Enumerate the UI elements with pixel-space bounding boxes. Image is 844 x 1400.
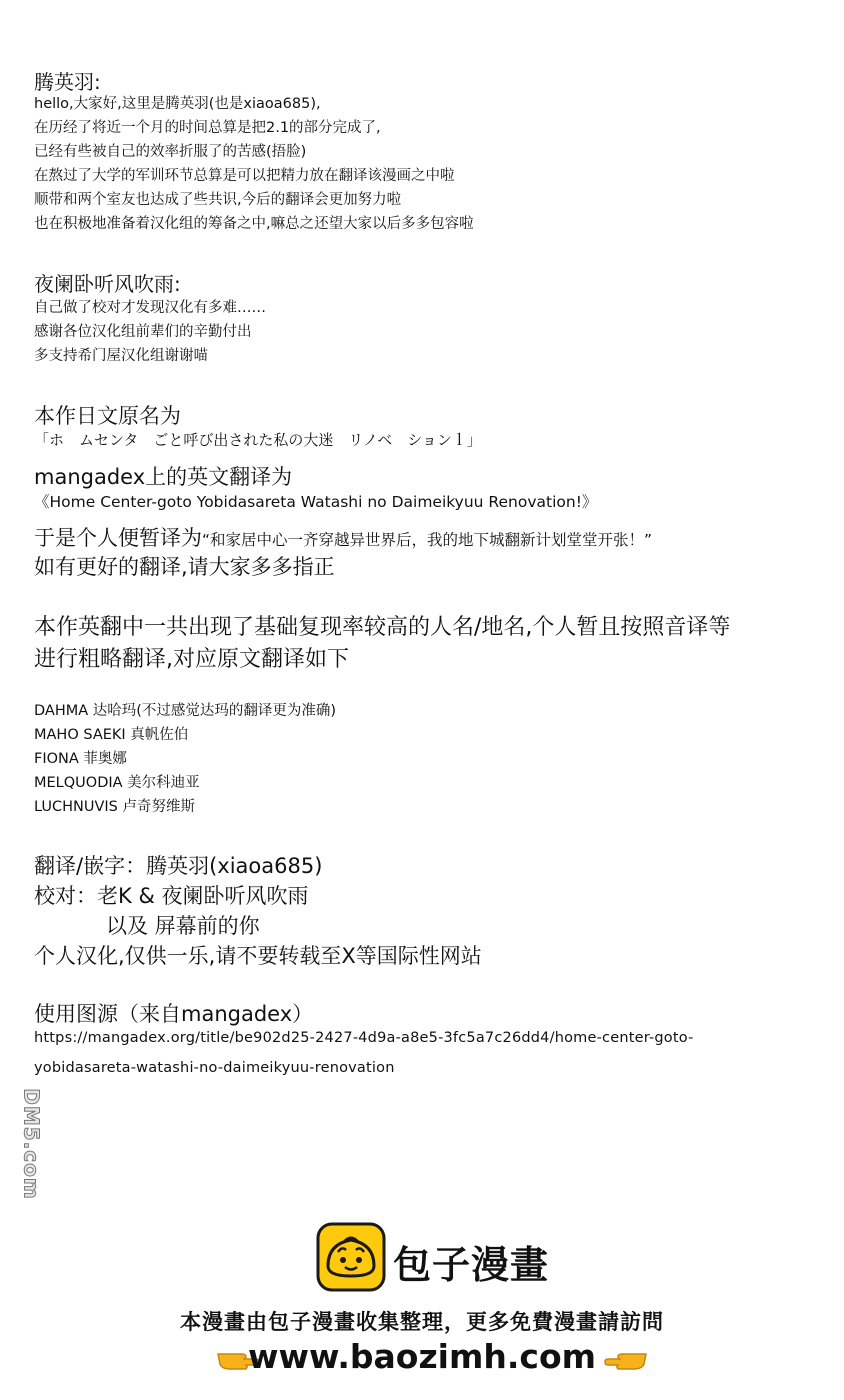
source-url-line1: https://mangadex.org/title/be902d25-2427-4d9a-a8e5-3fc5a7c26dd4/home-center-goto- xyxy=(34,1030,694,1046)
pointing-hand-left-icon xyxy=(604,1344,648,1372)
cn-title: “和家居中心一齐穿越异世界后，我的地下城翻新计划堂堂开张！” xyxy=(202,531,653,549)
en-title-heading: mangadex上的英文翻译为 xyxy=(34,465,293,489)
names-intro-line: 进行粗略翻译,对应原文翻译如下 xyxy=(34,647,349,672)
cn-title-prefix: 于是个人便暂译为 xyxy=(34,526,202,550)
section-author-title: 腾英羽: xyxy=(34,70,101,94)
name-entry: FIONA 菲奥娜 xyxy=(34,751,127,767)
en-title: 《Home Center-goto Yobidasareta Watashi no Daimeikyuu Renovation!》 xyxy=(34,493,598,511)
watermark-text: DM5.com xyxy=(19,1088,44,1200)
source-url-line2: yobidasareta-watashi-no-daimeikyuu-renovation xyxy=(34,1060,395,1076)
note-line: 在熬过了大学的军训环节总算是可以把精力放在翻译该漫画之中啦 xyxy=(34,168,455,184)
note-line: 感谢各位汉化组前辈们的辛勤付出 xyxy=(34,324,252,340)
note-line: 已经有些被自己的效率折服了的苦感(捂脸) xyxy=(34,144,307,160)
brand-name: 包子漫畫 xyxy=(393,1243,550,1287)
note-line: 在历经了将近一个月的时间总算是把2.1的部分完成了, xyxy=(34,120,381,136)
note-line: 多支持希门屋汉化组谢谢喵 xyxy=(34,348,208,364)
dm5-watermark xyxy=(6,1088,44,1200)
jp-title: 「ホ ムセンタ ごと呼び出された私の大迷 リノベ ションｌ」 xyxy=(34,431,482,449)
section-proofreader-title: 夜阑卧听风吹雨: xyxy=(34,272,181,296)
name-entry: MELQUODIA 美尔科迪亚 xyxy=(34,775,200,791)
jp-title-heading: 本作日文原名为 xyxy=(34,404,181,428)
footer-url[interactable]: www.baozimh.com xyxy=(248,1337,596,1376)
note-line: 自己做了校对才发现汉化有多难…… xyxy=(34,300,266,316)
note-line: hello,大家好,这里是腾英羽(也是xiaoa685), xyxy=(34,96,321,112)
footer-notice: 本漫畫由包子漫畫收集整理，更多免費漫畫請訪問 xyxy=(180,1310,664,1334)
baozi-logo-icon xyxy=(316,1222,386,1292)
name-entry: MAHO SAEKI 真帆佐伯 xyxy=(34,727,189,743)
names-list xyxy=(34,699,336,819)
cn-title-row xyxy=(34,522,652,552)
section-proofreader-notes xyxy=(34,296,266,368)
credit-proofread: 校对：老K & 夜阑卧听风吹雨 xyxy=(34,884,309,908)
credit-translator: 翻译/嵌字：腾英羽(xiaoa685) xyxy=(34,854,323,878)
note-line: 顺带和两个室友也达成了些共识,今后的翻译会更加努力啦 xyxy=(34,192,402,208)
name-entry: LUCHNUVIS 卢奇努维斯 xyxy=(34,799,195,815)
names-intro-line: 本作英翻中一共出现了基础复现率较高的人名/地名,个人暂且按照音译等 xyxy=(34,615,731,640)
name-entry: DAHMA 达哈玛(不过感觉达玛的翻译更为准确) xyxy=(34,703,337,719)
correction-request: 如有更好的翻译,请大家多多指正 xyxy=(34,555,335,579)
credit-notice: 个人汉化,仅供一乐,请不要转载至X等国际性网站 xyxy=(34,944,482,968)
source-heading: 使用图源（来自mangadex） xyxy=(34,1002,314,1026)
credit-proofread-extra: 以及 屏幕前的你 xyxy=(106,914,260,938)
section-author-notes xyxy=(34,92,474,236)
note-line: 也在积极地准备着汉化组的筹备之中,嘛总之还望大家以后多多包容啦 xyxy=(34,216,474,232)
